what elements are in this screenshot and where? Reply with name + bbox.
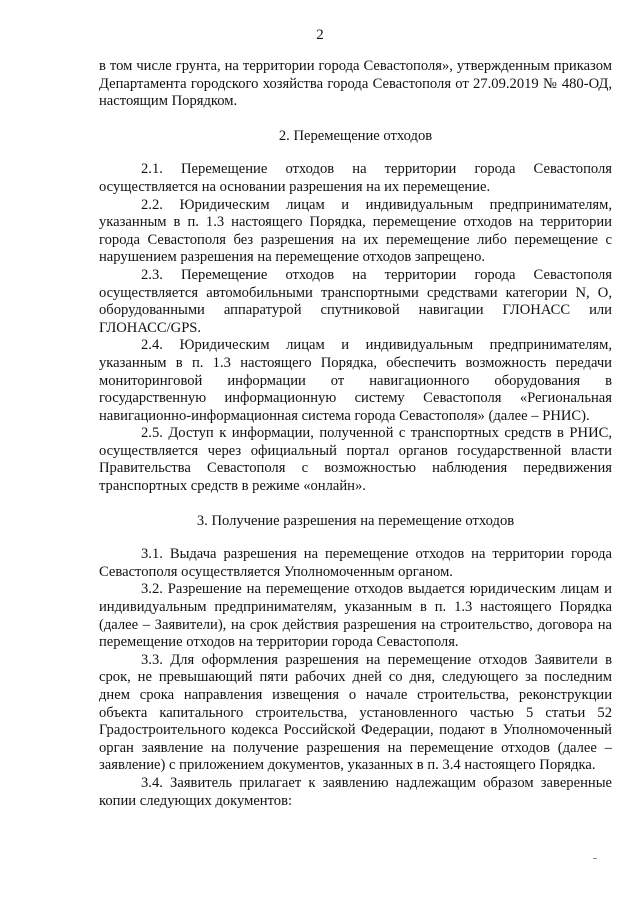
- scan-mark: [593, 858, 597, 859]
- paragraph-2-1: 2.1. Перемещение отходов на территории города Севастополя осуществляется на основании разрешения на их перемещение.: [99, 161, 612, 195]
- paragraph-2-2: 2.2. Юридическим лицам и индивидуальным предпринимателям, указанным в п. 1.3 настоящего Порядка, перемещение отходов на территории города Севастополя без разрешения на их перемещение либо перемещение с нарушением разрешения на перемещение отходов запрещено.: [99, 196, 612, 266]
- paragraph-3-1: 3.1. Выдача разрешения на перемещение отходов на территории города Севастополя осуществляется Уполномоченным органом.: [99, 546, 612, 580]
- paragraph-2-5: 2.5. Доступ к информации, полученной с транспортных средств в РНИС, осуществляется через официальный портал органов государственной власти Правительства Севастополя с возможностью наблюдения передвижения транспортных средств в режиме «онлайн».: [99, 425, 612, 495]
- document-body: [99, 58, 612, 810]
- page-number: 2: [316, 27, 324, 43]
- paragraph-2-3: 2.3. Перемещение отходов на территории города Севастополя осуществляется автомобильными транспортными средствами категории N, O, оборудованными аппаратурой спутниковой навигации ГЛОНАСС или ГЛОНАСС/GPS.: [99, 266, 612, 336]
- paragraph-2-4: 2.4. Юридическим лицам и индивидуальным предпринимателям, указанным в п. 1.3 настоящего Порядка, обеспечить возможность передачи мониторинговой информации от навигационного оборудования в государственную информационную систему Севастополя «Региональная навигационно-информационная система города Севастополя» (далее – РНИС).: [99, 337, 612, 424]
- paragraph-3-2: 3.2. Разрешение на перемещение отходов выдается юридическим лицам и индивидуальным предпринимателям, указанным в п. 1.3 настоящего Порядка (далее – Заявители), на срок действия разрешения на строительство, договора на перемещение отходов на территории города Севастополя.: [99, 581, 612, 651]
- intro-paragraph: в том числе грунта, на территории города Севастополя», утвержденным приказом Департамента городского хозяйства города Севастополя от 27.09.2019 № 480-ОД, настоящим Порядком.: [99, 58, 612, 110]
- paragraph-3-3: 3.3. Для оформления разрешения на перемещение отходов Заявители в срок, не превышающий пяти рабочих дней со дня, следующего за последним днем срока направления извещения о начале строительства, реконструкции объекта капитального строительства, установленного частью 5 статьи 52 Градостроительного кодекса Российской Федерации, подают в Уполномоченный орган заявление на получение разрешения на перемещение отходов (далее – заявление) с приложением документов, указанных в п. 3.4 настоящего Порядка.: [99, 651, 612, 774]
- section-2-heading: 2. Перемещение отходов: [278, 127, 433, 144]
- section-3-heading: 3. Получение разрешения на перемещение отходов: [196, 512, 515, 529]
- paragraph-3-4: 3.4. Заявитель прилагает к заявлению надлежащим образом заверенные копии следующих документов:: [99, 774, 612, 809]
